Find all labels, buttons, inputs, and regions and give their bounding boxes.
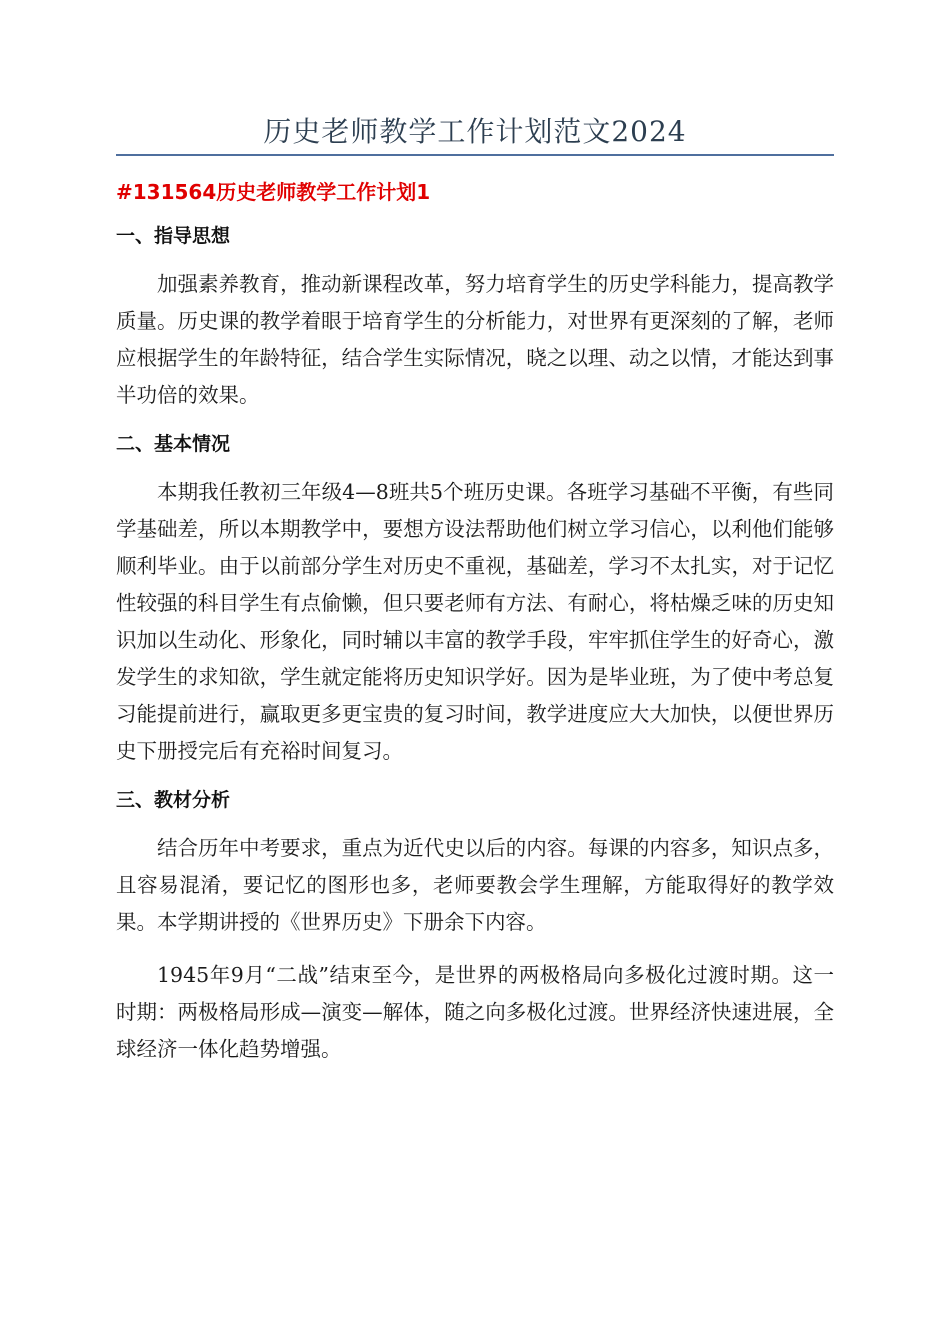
paragraph: 1945年9月“二战”结束至今，是世界的两极格局向多极化过渡时期。这一时期：两极格局形成—演变—解体，随之向多极化过渡。世界经济快速进展，全球经济一体化趋势增强。 [116,963,834,1061]
plan-heading: #131564历史老师教学工作计划1 [116,180,431,204]
section-heading-basic-situation: 二、基本情况 [116,433,231,455]
document-title: 历史老师教学工作计划范文2024 [263,115,687,148]
paragraph: 本期我任教初三年级4—8班共5个班历史课。各班学习基础不平衡，有些同学基础差，所以本期教学中，要想方设法帮助他们树立学习信心，以利他们能够顺利毕业。由于以前部分学生对历史不重视，基础差，学习不太扎实，对于记忆性较强的科目学生有点偷懒，但只要老师有方法、有耐心，将枯燥乏味的历史知识加以生动化、形象化，同时辅以丰富的教学手段，牢牢抓住学生的好奇心，激发学生的求知欲，学生就定能将历史知识学好。因为是毕业班，为了使中考总复习能提前进行，赢取更多更宝贵的复习时间，教学进度应大大加快，以便世界历史下册授完后有充裕时间复习。 [116,480,834,763]
section-heading-textbook-analysis: 三、教材分析 [116,789,231,811]
document-body [116,178,834,1084]
paragraph: 加强素养教育，推动新课程改革，努力培育学生的历史学科能力，提高教学质量。历史课的教学着眼于培育学生的分析能力，对世界有更深刻的了解，老师应根据学生的年龄特征，结合学生实际情况，晓之以理、动之以情，才能达到事半功倍的效果。 [116,272,834,407]
section-heading-guiding-ideology: 一、指导思想 [116,225,231,247]
title-divider [116,154,834,156]
paragraph: 结合历年中考要求，重点为近代史以后的内容。每课的内容多，知识点多，且容易混淆，要记忆的图形也多，老师要教会学生理解，方能取得好的教学效果。本学期讲授的《世界历史》下册余下内容。 [116,836,834,934]
